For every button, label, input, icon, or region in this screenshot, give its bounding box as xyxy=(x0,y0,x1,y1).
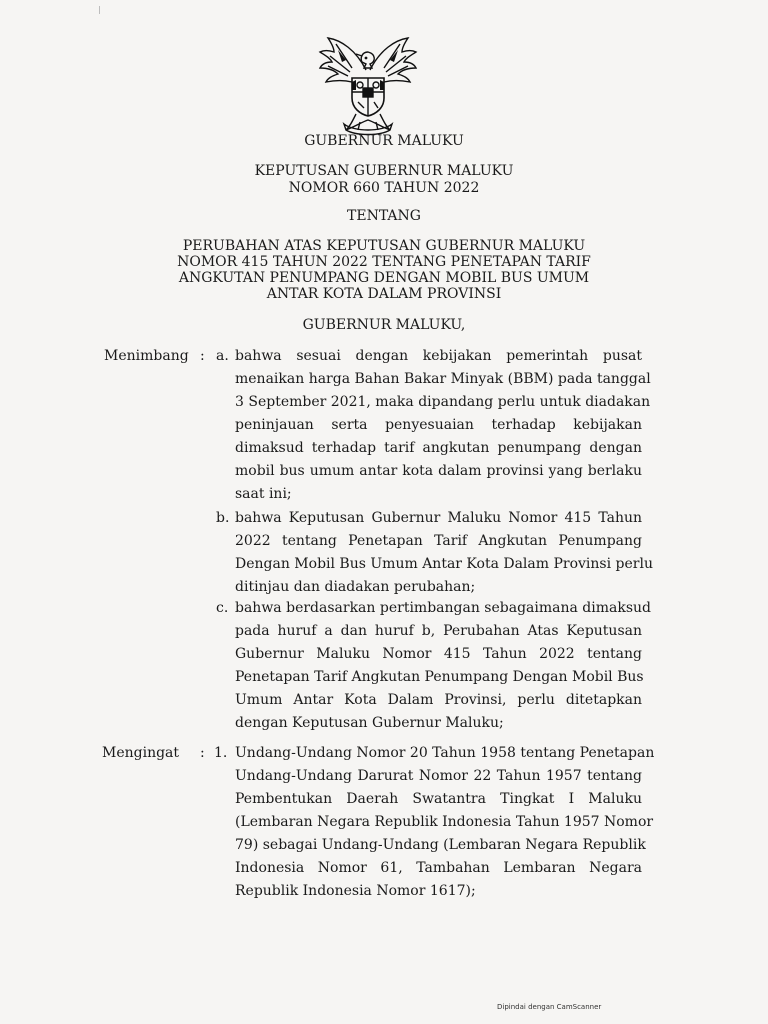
mengingat-label: Mengingat xyxy=(102,745,180,761)
about-label: TENTANG xyxy=(347,208,421,224)
decree-block xyxy=(0,163,768,197)
subject-block xyxy=(0,238,768,302)
scan-artifact xyxy=(99,6,100,14)
text-line: 79) sebagai Undang-Undang (Lembaran Negara Republik xyxy=(235,837,646,853)
mengingat-item-1 xyxy=(235,742,655,903)
text-line: peninjauan serta penyesuaian terhadap kebijakan xyxy=(235,417,642,433)
issuer-line: GUBERNUR MALUKU, xyxy=(302,317,466,333)
mengingat-colon: : xyxy=(200,745,205,761)
decree-number: NOMOR 660 TAHUN 2022 xyxy=(288,180,480,196)
text-line: dimaksud terhadap tarif angkutan penumpang dengan xyxy=(235,440,642,456)
text-line: pada huruf a dan huruf b, Perubahan Atas Keputusan xyxy=(235,623,642,639)
subject-line: ANGKUTAN PENUMPANG DENGAN MOBIL BUS UMUM xyxy=(178,270,590,286)
menimbang-item-b xyxy=(235,507,653,599)
text-line: bahwa Keputusan Gubernur Maluku Nomor 415 Tahun xyxy=(235,510,642,526)
menimbang-item-a xyxy=(235,345,651,506)
menimbang-item-c xyxy=(235,597,652,735)
text-line: bahwa berdasarkan pertimbangan sebagaimana dimaksud xyxy=(235,600,652,616)
header-title-block xyxy=(0,133,768,150)
subject-line: PERUBAHAN ATAS KEPUTUSAN GUBERNUR MALUKU xyxy=(182,238,586,254)
text-line: Pembentukan Daerah Swatantra Tingkat I Maluku xyxy=(235,791,642,807)
text-line: Republik Indonesia Nomor 1617); xyxy=(235,883,476,899)
text-line: (Lembaran Negara Republik Indonesia Tahun 1957 Nomor xyxy=(235,814,654,830)
text-line: bahwa sesuai dengan kebijakan pemerintah pusat xyxy=(235,348,642,364)
text-line: Undang-Undang Darurat Nomor 22 Tahun 1957 tentang xyxy=(235,768,642,784)
issuer-block xyxy=(0,317,768,334)
about-block xyxy=(0,208,768,225)
text-line: menaikan harga Bahan Bakar Minyak (BBM) pada tanggal xyxy=(235,371,651,387)
decree-line: KEPUTUSAN GUBERNUR MALUKU xyxy=(254,163,514,179)
garuda-emblem-icon xyxy=(316,30,420,136)
text-line: Gubernur Maluku Nomor 415 Tahun 2022 tentang xyxy=(235,646,642,662)
text-line: 3 September 2021, maka dipandang perlu untuk diadakan xyxy=(235,394,651,410)
text-line: Indonesia Nomor 61, Tambahan Lembaran Negara xyxy=(235,860,642,876)
scanner-watermark: Dipindai dengan CamScanner xyxy=(497,1003,602,1011)
subject-line: NOMOR 415 TAHUN 2022 TENTANG PENETAPAN TARIF xyxy=(177,254,591,270)
text-line: Penetapan Tarif Angkutan Penumpang Dengan Mobil Bus xyxy=(235,669,644,685)
text-line: Undang-Undang Nomor 20 Tahun 1958 tentang Penetapan xyxy=(235,745,655,761)
text-line: mobil bus umum antar kota dalam provinsi yang berlaku xyxy=(235,463,642,479)
text-line: Umum Antar Kota Dalam Provinsi, perlu ditetapkan xyxy=(235,692,642,708)
text-line: Dengan Mobil Bus Umum Antar Kota Dalam Provinsi perlu xyxy=(235,556,653,572)
text-line: 2022 tentang Penetapan Tarif Angkutan Penumpang xyxy=(235,533,642,549)
text-line: ditinjau dan diadakan perubahan; xyxy=(235,579,476,595)
text-line: saat ini; xyxy=(235,486,292,502)
text-line: dengan Keputusan Gubernur Maluku; xyxy=(235,715,504,731)
item-marker-a: a. xyxy=(216,348,229,364)
item-marker-1: 1. xyxy=(214,745,228,761)
menimbang-colon: : xyxy=(200,348,205,364)
subject-line: ANTAR KOTA DALAM PROVINSI xyxy=(266,286,502,302)
header-title: GUBERNUR MALUKU xyxy=(304,133,464,149)
item-marker-b: b. xyxy=(216,510,230,526)
item-marker-c: c. xyxy=(216,600,229,616)
menimbang-label: Menimbang xyxy=(104,348,189,364)
